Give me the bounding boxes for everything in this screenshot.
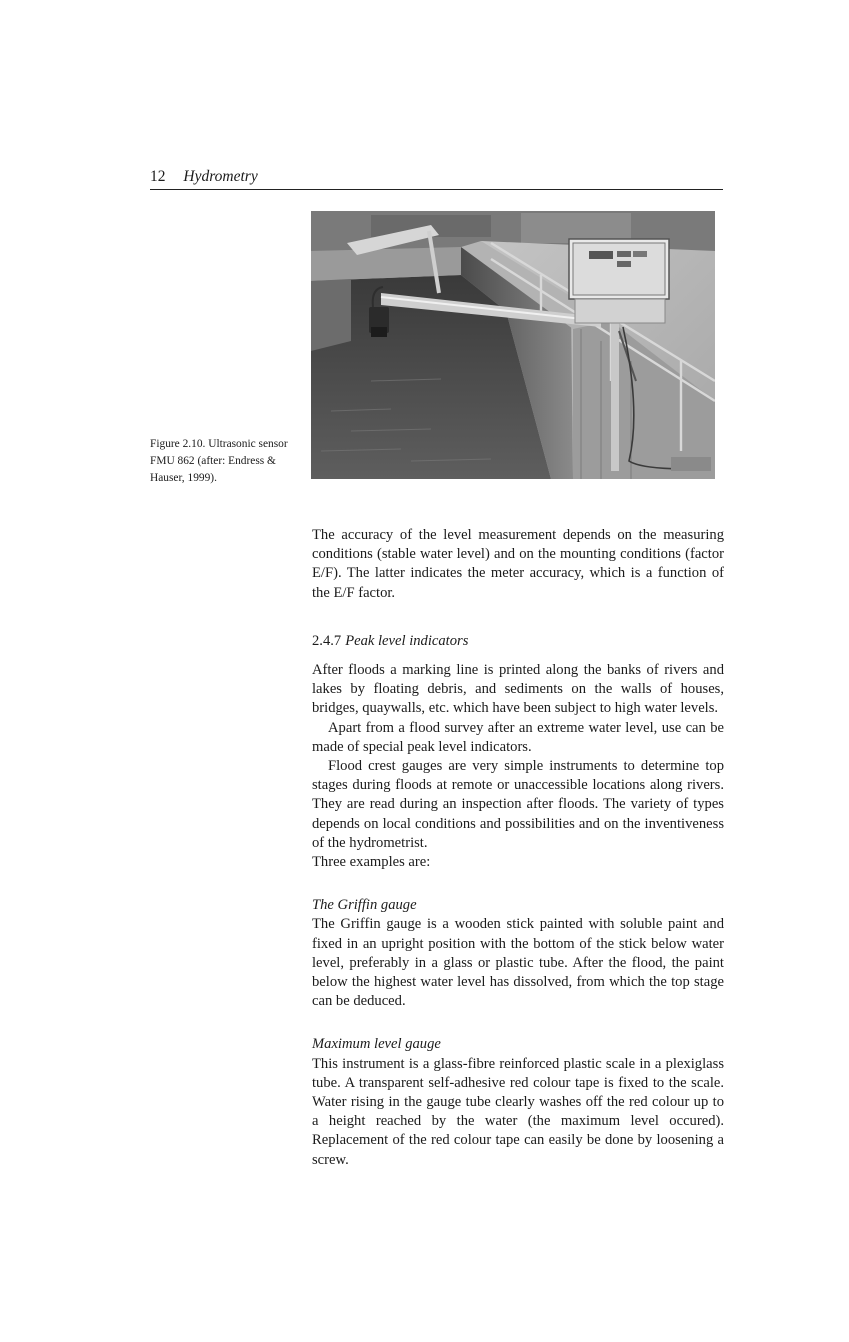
body-text bbox=[312, 526, 724, 1170]
paragraph-survey: Apart from a flood survey after an extreme water level, use can be made of special peak level indicators. bbox=[312, 719, 724, 755]
paragraph-floods: After floods a marking line is printed along the banks of rivers and lakes by floating debris, and sediments on the walls of houses, bridges, quaywalls, etc. which have been subject to high water levels. bbox=[312, 662, 724, 717]
caption-line: FMU 862 (after: Endress & bbox=[150, 455, 276, 467]
book-title: Hydrometry bbox=[183, 168, 258, 185]
maximum-text: This instrument is a glass-fibre reinforced plastic scale in a plexiglass tube. A transparent self-adhesive red colour tape is fixed to the scale. Water rising in the gauge tube clearly washes off the red colour up to a height reached by the water (the maximum level occured). Replacement of the red colour tape can easily be done by loosening a screw. bbox=[312, 1055, 724, 1168]
figure-caption bbox=[150, 436, 300, 487]
maximum-heading: Maximum level gauge bbox=[312, 1036, 441, 1053]
section-number: 2.4.7 bbox=[312, 632, 342, 649]
paragraph-examples: Three examples are: bbox=[312, 854, 431, 871]
figure-photo bbox=[311, 211, 715, 479]
paragraph-accuracy: The accuracy of the level measurement depends on the measuring conditions (stable water level) and on the mounting conditions (factor E/F). The latter indicates the meter accuracy, which is a function of the E/F factor. bbox=[312, 527, 724, 601]
section-title: Peak level indicators bbox=[345, 632, 469, 649]
header-rule bbox=[150, 189, 723, 190]
section-heading bbox=[312, 632, 724, 651]
caption-line: Hauser, 1999). bbox=[150, 472, 217, 484]
paragraph-crest: Flood crest gauges are very simple instruments to determine top stages during floods at remote or unaccessible locations along rivers. They are read during an inspection after floods. The variety of types depends on local conditions and possibilities and on the inventiveness of the hydrometrist. bbox=[312, 758, 724, 851]
griffin-heading: The Griffin gauge bbox=[312, 897, 417, 914]
page-number: 12 bbox=[150, 168, 166, 185]
griffin-text: The Griffin gauge is a wooden stick painted with soluble paint and fixed in an upright position with the bottom of the stick below water level, preferably in a glass or plastic tube. After the flood, the paint below the highest water level has dissolved, from which the top stage can be deduced. bbox=[312, 916, 724, 1010]
caption-line: Figure 2.10. Ultrasonic sensor bbox=[150, 438, 288, 450]
running-head bbox=[150, 166, 723, 188]
